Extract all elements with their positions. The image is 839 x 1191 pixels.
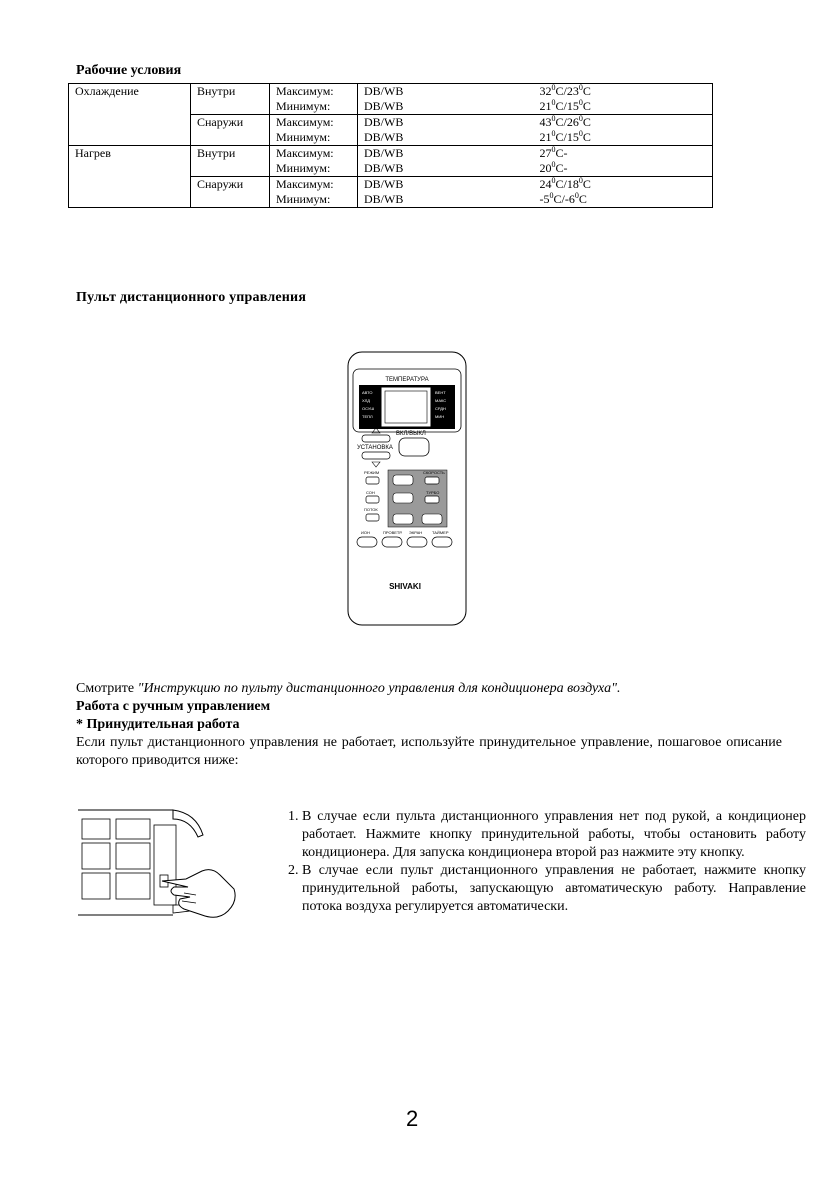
cell-limit: Минимум:	[270, 99, 358, 115]
cell-limit: Максимум:	[270, 146, 358, 162]
cell-type: DB/WB	[358, 177, 534, 193]
cell-mode	[69, 115, 191, 131]
cell-type: DB/WB	[358, 130, 534, 146]
cell-limit: Максимум:	[270, 84, 358, 100]
steps-list	[278, 808, 806, 916]
table-title: Рабочие условия	[76, 63, 182, 78]
cell-location: Снаружи	[191, 115, 270, 131]
cell-limit: Максимум:	[270, 115, 358, 131]
timer-label: ТАЙМЕР	[432, 530, 449, 535]
degree-sign: 0	[551, 145, 556, 154]
brand-logo: SHIVAKI	[389, 582, 421, 591]
cell-location	[191, 99, 270, 115]
cell-value	[534, 84, 713, 100]
value-part: C	[582, 130, 591, 144]
see-text: Смотрите	[76, 681, 138, 696]
forced-heading: * Принудительная работа	[76, 717, 240, 732]
cell-type: DB/WB	[358, 84, 534, 100]
value-part: 27	[539, 146, 552, 160]
table-row	[69, 84, 713, 100]
degree-sign: 0	[551, 176, 556, 185]
mode-cool: ХЛД	[362, 398, 371, 403]
cell-mode	[69, 130, 191, 146]
on-off-button[interactable]	[399, 438, 429, 456]
remote-heading: Пульт дистанционного управления	[76, 290, 307, 305]
value-part: C/15	[555, 99, 579, 113]
value-part: C/15	[555, 130, 579, 144]
degree-sign: 0	[578, 114, 583, 123]
cell-value	[534, 146, 713, 162]
fan-min: МИН	[435, 414, 445, 419]
degree-sign: 0	[551, 114, 556, 123]
sleep-button[interactable]	[366, 496, 379, 503]
cell-location: Внутри	[191, 84, 270, 100]
on-off-label: ВКЛ/ВЫКЛ	[396, 431, 426, 437]
page-number: 2	[406, 1106, 419, 1131]
degree-sign: 0	[549, 191, 554, 200]
degree-sign: 0	[578, 176, 583, 185]
degree-sign: 0	[578, 98, 583, 107]
table-row	[69, 115, 713, 131]
temp-up-button[interactable]	[362, 435, 390, 442]
timer-button[interactable]	[432, 537, 452, 547]
cell-value	[534, 161, 713, 177]
cell-mode	[69, 99, 191, 115]
cell-type: DB/WB	[358, 192, 534, 208]
value-part: 20	[539, 161, 552, 175]
value-part: 32	[539, 84, 552, 98]
degree-sign: 0	[574, 191, 579, 200]
panel-button-4[interactable]	[422, 514, 442, 524]
see-italic: "Инструкцию по пульту дистанционного управления для кондиционера воздуха".	[137, 681, 621, 696]
value-part: C-	[555, 146, 568, 160]
ventilate-button[interactable]	[382, 537, 402, 547]
value-part: C/18	[555, 177, 579, 191]
degree-sign: 0	[551, 160, 556, 169]
value-part: 21	[539, 130, 552, 144]
degree-sign: 0	[578, 129, 583, 138]
cell-location	[191, 130, 270, 146]
table-row	[69, 161, 713, 177]
set-label: УСТАНОВКА	[357, 445, 393, 451]
remote-control-illustration	[347, 351, 467, 626]
value-part: C	[578, 192, 587, 206]
speed-button[interactable]	[425, 477, 439, 484]
manual-heading: Работа с ручным управлением	[76, 699, 271, 714]
cell-value	[534, 115, 713, 131]
flow-button[interactable]	[366, 514, 379, 521]
value-part: 24	[539, 177, 552, 191]
cell-mode	[69, 177, 191, 193]
table-row	[69, 130, 713, 146]
step-2: 2. В случае если пульт дистанционного управления не работает, нажмите кнопку принудительной работы, запускающую автоматическую работу. Направление потока воздуха регулируется автоматически.	[302, 862, 806, 916]
cell-mode	[69, 161, 191, 177]
table-row	[69, 192, 713, 208]
cell-type: DB/WB	[358, 115, 534, 131]
temp-down-button[interactable]	[362, 452, 390, 459]
degree-sign: 0	[551, 98, 556, 107]
mode-dry: ОСУШ	[362, 406, 375, 411]
value-part: 21	[539, 99, 552, 113]
value-part: C/26	[555, 115, 579, 129]
value-part: C/23	[555, 84, 579, 98]
screen-label: ЭКРАН	[409, 530, 423, 535]
value-part: C	[582, 177, 591, 191]
temperature-label: ТЕМПЕРАТУРА	[385, 377, 429, 383]
fan-max: МАКС	[435, 398, 447, 403]
panel-button-1[interactable]	[393, 475, 413, 485]
cell-limit: Максимум:	[270, 177, 358, 193]
step-1: 1. В случае если пульта дистанционного управления нет под рукой, а кондиционер работает. Нажмите кнопку принудительной работы, чтобы остановить работу кондиционера. Для запуска кондиционера второй раз нажмите эту кнопку.	[302, 808, 806, 862]
cell-limit: Минимум:	[270, 161, 358, 177]
ion-label: ИОН	[361, 530, 370, 535]
cell-type: DB/WB	[358, 146, 534, 162]
cell-location	[191, 161, 270, 177]
ion-button[interactable]	[357, 537, 377, 547]
cell-limit: Минимум:	[270, 192, 358, 208]
fan-mid: СРДН	[435, 406, 446, 411]
cell-location	[191, 192, 270, 208]
value-part: 43	[539, 115, 552, 129]
value-part: C-	[555, 161, 568, 175]
panel-button-3[interactable]	[393, 514, 413, 524]
speed-label: СКОРОСТЬ	[423, 470, 445, 475]
turbo-label: ТУРБО	[426, 490, 440, 495]
cell-mode: Охлаждение	[75, 84, 139, 98]
cell-value	[534, 130, 713, 146]
cell-limit: Минимум:	[270, 130, 358, 146]
degree-sign: 0	[578, 83, 583, 92]
value-part: C/-6	[553, 192, 575, 206]
cell-type: DB/WB	[358, 161, 534, 177]
degree-sign: 0	[551, 129, 556, 138]
cell-value	[534, 177, 713, 193]
cell-mode	[69, 192, 191, 208]
mode-auto: АВТО	[362, 390, 373, 395]
cell-mode: Нагрев	[69, 146, 191, 162]
indoor-unit-illustration	[78, 805, 250, 925]
flow-label: ПОТОК	[364, 507, 378, 512]
mode-heat: ТЕПЛ	[362, 414, 373, 419]
mode-button[interactable]	[366, 477, 379, 484]
description: Если пульт дистанционного управления не работает, используйте принудительное управление, пошаговое описание которого приводится ниже:	[76, 735, 782, 768]
table-row	[69, 177, 713, 193]
ventilate-label: ПРОВЕТР.	[383, 530, 403, 535]
table-row	[69, 99, 713, 115]
value-part: C	[582, 99, 591, 113]
cell-location: Внутри	[191, 146, 270, 162]
value-part: C	[582, 84, 591, 98]
value-part: C	[582, 115, 591, 129]
operating-conditions-table	[68, 83, 713, 208]
degree-sign: 0	[551, 83, 556, 92]
mode-label: РЕЖИМ	[364, 470, 380, 475]
screen-button[interactable]	[407, 537, 427, 547]
value-part: -5	[539, 192, 550, 206]
cell-value	[534, 192, 713, 208]
cell-value	[534, 99, 713, 115]
panel-button-2[interactable]	[393, 493, 413, 503]
see-instructions	[76, 680, 782, 698]
turbo-button[interactable]	[425, 496, 439, 503]
mode-fan: ВЕНТ	[435, 390, 446, 395]
cell-type: DB/WB	[358, 99, 534, 115]
cell-location: Снаружи	[191, 177, 270, 193]
table-row	[69, 146, 713, 162]
sleep-label: СОН	[366, 490, 375, 495]
